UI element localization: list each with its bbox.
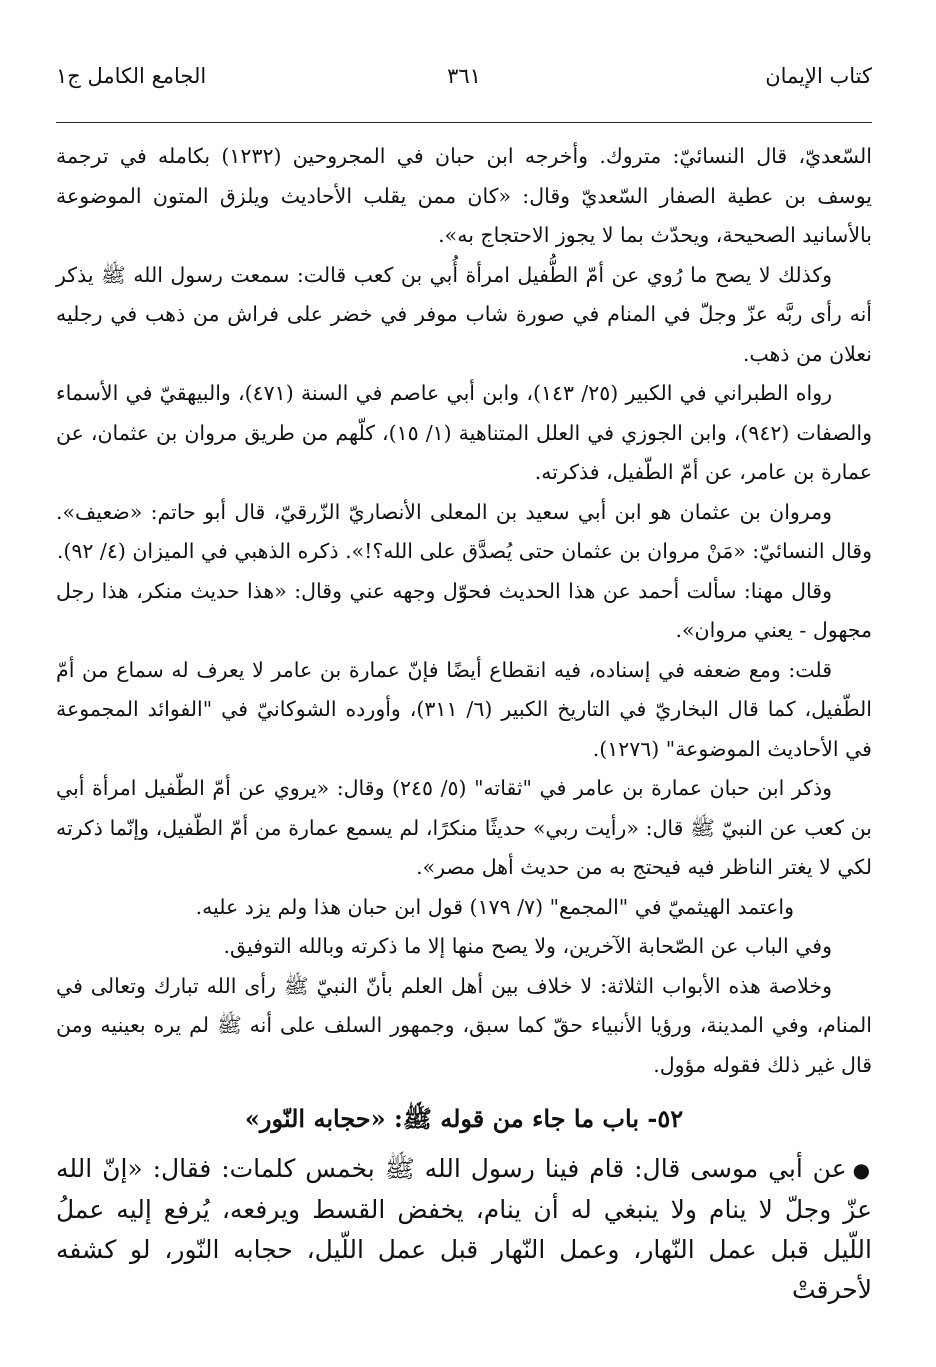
running-header [56,62,872,123]
hadith-text: عن أبي موسى قال: قام فينا رسول الله ﷺ بخمس كلمات: فقال: «إنّ الله عزّ وجلّ لا ينام ولا ينبغي له أن ينام، يخفض القسط ويرفعه، يُرفع إليه عملُ اللّيل قبل عمل النّهار، وعمل النّهار قبل عمل اللّيل، حجابه النّور، لو كشفه لأحرقتْ [56,1154,872,1304]
bullet-marker: ● [852,1158,873,1182]
page-number: ٣٦١ [447,64,481,88]
footnotes-block [56,137,872,1085]
footnote-paragraph: وكذلك لا يصح ما رُوي عن أمّ الطُّفيل امرأة أُبي بن كعب قالت: سمعت رسول الله ﷺ يذكر أنه رأى ربَّه عزّ وجلّ في المنام في صورة شاب موفر في خضر على فراش من ذهب في رجليه نعلان من ذهب. [56,262,872,366]
footnote-paragraph: وقال مهنا: سألت أحمد عن هذا الحديث فحوّل وجهه عني وقال: «هذا حديث منكر، هذا رجل مجهول - يعني مروان». [56,578,872,642]
footnote-paragraph: قلت: ومع ضعفه في إسناده، فيه انقطاع أيضًا فإنّ عمارة بن عامر لا يعرف له سماع من أمّ الطّفيل، كما قال البخاريّ في التاريخ الكبير (٦/ ٣١١)، وأورده الشوكانيّ في "الفوائد المجموعة في الأحاديث الموضوعة" (١٢٧٦). [56,657,872,761]
footnote-paragraph: وفي الباب عن الصّحابة الآخرين، ولا يصح منها إلا ما ذكرته وبالله التوفيق. [223,934,832,958]
hadith-text-block [56,1149,872,1310]
footnote-paragraph: وذكر ابن حبان عمارة بن عامر في "ثقاته" (٥/ ٢٤٥) وقال: «يروي عن أمّ الطّفيل امرأة أبي بن كعب عن النبيّ ﷺ قال: «رأيت ربي» حديثًا منكرًا، لم يسمع عمارة من أمّ الطّفيل، وإنّما ذكرته لكي لا يغتر الناظر فيه فيحتج به من حديث أهل مصر». [56,776,872,879]
chapter-heading: ٥٢- باب ما جاء من قوله ﷺ: «حجابه النّور» [244,1104,684,1133]
hadith-paragraph [56,1149,872,1310]
volume-title: الجامع الكامل ج١ [56,64,207,88]
footnote-paragraph: وخلاصة هذه الأبواب الثلاثة: لا خلاف بين أهل العلم بأنّ النبيّ ﷺ رأى الله تبارك وتعالى في المنام، وفي المدينة، ورؤيا الأنبياء حقّ كما سبق، وجمهور السلف على أنه ﷺ لم يره بعينيه ومن قال غير ذلك فقوله مؤول. [56,973,872,1077]
footnote-paragraph: ومروان بن عثمان هو ابن أبي سعيد بن المعلى الأنصاريّ الزّرقيّ، قال أبو حاتم: «ضعيف». وقال النسائيّ: «مَنْ مروان بن عثمان حتى يُصدَّق على الله؟!». ذكره الذهبي في الميزان (٤/ ٩٢). [56,499,872,563]
book-title: كتاب الإيمان [765,64,872,88]
footnote-paragraph: رواه الطبراني في الكبير (٢٥/ ١٤٣)، وابن أبي عاصم في السنة (٤٧١)، والبيهقيّ في الأسماء والصفات (٩٤٢)، وابن الجوزي في العلل المتناهية (١/ ١٥)، كلّهم من طريق مروان بن عثمان، عن عمارة بن عامر، عن أمّ الطّفيل، فذكرته. [56,381,872,484]
footnote-paragraph: واعتمد الهيثميّ في "المجمع" (٧/ ١٧٩) قول ابن حبان هذا ولم يزد عليه. [195,894,794,919]
footnote-paragraph: السّعديّ، قال النسائيّ: متروك. وأخرجه ابن حبان في المجروحين (١٢٣٢) بكامله في ترجمة يوسف بن عطية الصفار السّعديّ وقال: «كان ممن يقلب الأحاديث ويلزق المتون الموضوعة بالأسانيد الصحيحة، ويحدّث بما لا يجوز الاحتجاج به». [56,144,872,247]
